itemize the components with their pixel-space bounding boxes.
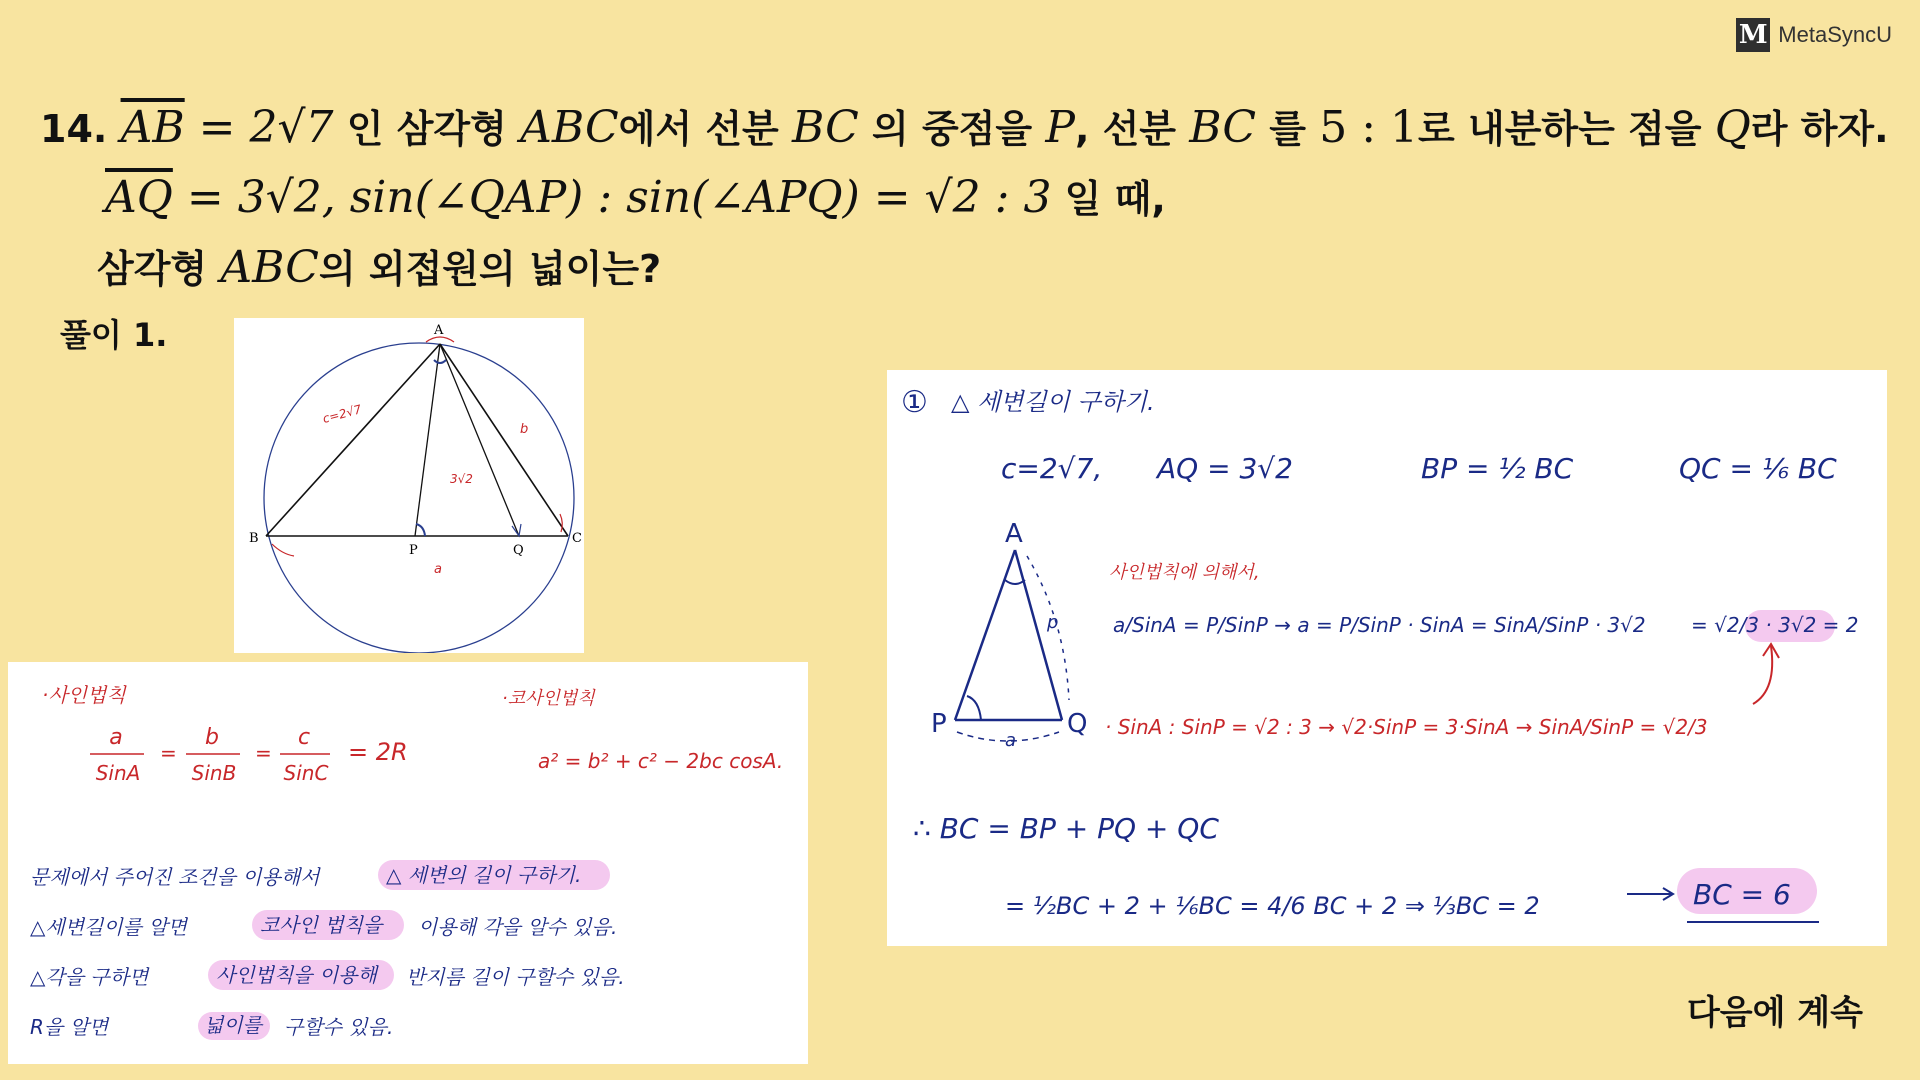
- segment-bc: BC: [1189, 102, 1257, 153]
- tri-vertex-p: P: [931, 709, 947, 739]
- formula-notes: [8, 662, 808, 1064]
- metasync-logo-icon: M: [1736, 18, 1770, 52]
- bullet-4-tail: 구할수 있음.: [284, 1015, 394, 1039]
- equals-sign: =: [160, 741, 177, 765]
- problem-line-3: [97, 238, 661, 293]
- tick-mark: [272, 544, 294, 556]
- condition-expr: = 3√2, sin(∠QAP) : sin(∠APQ) = √2 : 3: [172, 172, 1052, 223]
- point-p: P: [1045, 102, 1075, 153]
- point-p-label: P: [409, 543, 418, 558]
- continue-label: 다음에 계속: [1686, 993, 1863, 1033]
- angle-mark-p: [416, 524, 425, 536]
- bullet-2-tail: 이용해 각을 알수 있음.: [418, 915, 618, 939]
- note-c-length: c=2√7: [321, 402, 364, 426]
- bullet-4-text: R을 알면: [30, 1015, 109, 1039]
- segment-ap: [415, 344, 440, 536]
- sine-law-note: 사인법칙에 의해서,: [1109, 562, 1260, 583]
- tri-side-p: p: [1047, 612, 1059, 633]
- sine-c: c: [297, 725, 311, 750]
- sine-law-title: ·사인법칙: [42, 683, 126, 707]
- ratio: 5 : 1: [1319, 102, 1419, 153]
- vertex-b-label: B: [249, 531, 259, 546]
- problem-text: 삼각형: [97, 247, 221, 291]
- point-q-label: Q: [513, 543, 524, 558]
- bullet-3-text: △각을 구하면: [30, 965, 149, 989]
- formula-notes-panel: [8, 662, 808, 1064]
- problem-line-1: [40, 98, 1889, 153]
- problem-text: 를: [1256, 107, 1320, 151]
- worked-solution-panel: [887, 370, 1887, 946]
- bullet-2-highlight: 코사인 법칙을: [260, 913, 383, 937]
- sine-sina: SinA: [95, 761, 141, 785]
- tri-vertex-a: A: [1005, 519, 1023, 549]
- note-side-a: a: [434, 562, 442, 577]
- side-ab: [266, 344, 440, 536]
- circumcircle-figure: [234, 318, 584, 653]
- segment-bc: BC: [791, 102, 859, 153]
- worked-solution: [887, 370, 1887, 946]
- equation-row-1: a/SinA = P/SinP → a = P/SinP · SinA = SinA/SinP · 3√2: [1113, 613, 1646, 637]
- bc-sum: ∴ BC = BP + PQ + QC: [913, 812, 1219, 845]
- bc-result: BC = 6: [1693, 878, 1791, 911]
- sine-sinc: SinC: [283, 761, 329, 785]
- problem-text: 의 중점을: [858, 107, 1046, 151]
- brand-name: MetaSyncU: [1778, 22, 1892, 47]
- brand-logo: [1736, 18, 1892, 52]
- given-qc: QC = ⅙ BC: [1679, 452, 1837, 485]
- cosine-formula: a² = b² + c² − 2bc cosA.: [538, 749, 784, 773]
- angle-mark-p: [967, 696, 981, 720]
- problem-text: 에서 선분: [618, 107, 792, 151]
- segment-aq: $\overline{AQ}$: [105, 172, 173, 223]
- bc-calculation: = ½BC + 2 + ⅙BC = 4/6 BC + 2 ⇒ ⅓BC = 2: [1005, 892, 1540, 920]
- problem-text: 라 하자.: [1750, 107, 1889, 151]
- tick-mark: [560, 514, 562, 532]
- equation-row-1-result: = √2/3 · 3√2 = 2: [1691, 613, 1859, 637]
- sine-2r: = 2R: [348, 738, 408, 766]
- sine-sinb: SinB: [191, 761, 237, 785]
- side-ap: [955, 550, 1015, 720]
- bullet-2-text: △세변길이를 알면: [30, 915, 187, 939]
- bullet-4-highlight: 넓이를: [204, 1013, 262, 1037]
- problem-text: 로 내분하는 점을: [1418, 107, 1715, 151]
- step-number: ①: [901, 385, 928, 420]
- ab-length: = 2√7: [184, 102, 334, 153]
- segment-aq: [440, 344, 519, 536]
- circumcircle-diagram: [234, 318, 584, 653]
- bullet-1-highlight: △ 세변의 길이 구하기.: [386, 863, 582, 887]
- angle-mark-a: [434, 360, 446, 363]
- note-aq-length: 3√2: [450, 472, 473, 486]
- circumcircle: [264, 343, 574, 653]
- equals-sign: =: [255, 741, 272, 765]
- arrow-icon: [1753, 646, 1772, 704]
- tri-side-a: a: [1005, 730, 1017, 751]
- solution-title: 풀이 1.: [60, 316, 168, 354]
- sine-a: a: [109, 725, 123, 750]
- vertex-a-label: A: [434, 323, 444, 338]
- vertex-c-label: C: [572, 531, 582, 546]
- bullet-3-highlight: 사인법칙을 이용해: [216, 963, 377, 987]
- given-aq: AQ = 3√2: [1157, 452, 1293, 485]
- problem-text: , 선분: [1074, 107, 1190, 151]
- triangle-abc: ABC: [220, 242, 319, 293]
- sine-b: b: [205, 725, 219, 750]
- triangle-abc: ABC: [520, 102, 619, 153]
- tri-vertex-q: Q: [1067, 709, 1088, 739]
- angle-mark-a: [1005, 580, 1025, 584]
- cosine-law-title: ·코사인법칙: [502, 688, 595, 709]
- point-q: Q: [1714, 102, 1751, 153]
- bullet-3-tail: 반지름 길이 구할수 있음.: [406, 965, 625, 989]
- bullet-1-text: 문제에서 주어진 조건을 이용해서: [30, 865, 320, 889]
- side-aq: [1015, 550, 1062, 720]
- problem-text: 일 때,: [1051, 177, 1166, 221]
- step-title: △ 세변길이 구하기.: [951, 388, 1155, 416]
- note-side-b: b: [520, 422, 529, 437]
- segment-ab: $\overline{AB}$: [120, 102, 185, 153]
- problem-text: 인 삼각형: [333, 107, 521, 151]
- problem-line-2: [105, 168, 1166, 223]
- given-c: c=2√7,: [1001, 452, 1103, 485]
- problem-question: 의 외접원의 넓이는?: [318, 247, 662, 291]
- problem-number: 14.: [40, 107, 108, 151]
- equation-row-2: · SinA : SinP = √2 : 3 → √2·SinP = 3·SinA → SinA/SinP = √2/3: [1105, 715, 1708, 739]
- given-bp: BP = ½ BC: [1421, 452, 1574, 485]
- side-ac: [440, 344, 568, 536]
